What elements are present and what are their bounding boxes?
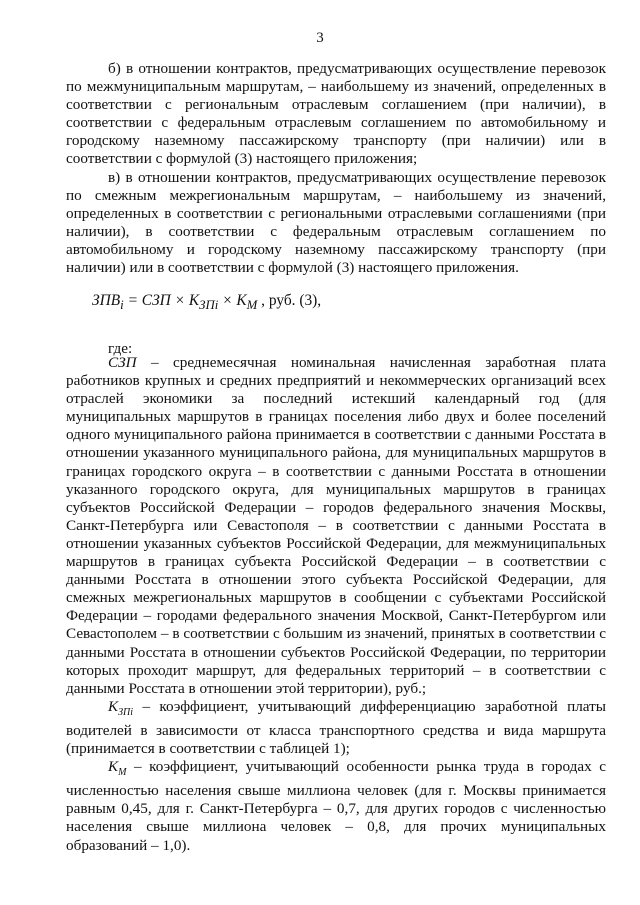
paragraph-v: в) в отношении контрактов, предусматривающих осуществление перевозок по смежным межрегиональным маршрутам, – наибольшему из значений, определенных в соответствии с региональными отраслевыми соглашениями (при наличии), в соответствии с федеральным отраслевым соглашением по автомобильному и городскому наземному пассажирскому транспорту (при наличии) или в соответствии с формулой (3) настоящего приложения. xyxy=(66,168,606,277)
intro-block xyxy=(66,60,606,277)
formula-lhs-sub: i xyxy=(120,298,124,313)
definition-km xyxy=(66,758,606,855)
formula-lhs: ЗПВ xyxy=(92,292,121,309)
definitions-block xyxy=(66,354,606,855)
formula-3 xyxy=(92,292,321,313)
definition-szp xyxy=(66,354,606,698)
formula-tail: , руб. (3), xyxy=(257,292,322,309)
paragraph-b: б) в отношении контрактов, предусматривающих осуществление перевозок по межмуниципальным маршрутам, – наибольшему из значений, определенных в соответствии с региональным отраслевым соглашением (при наличии), в соответствии с федеральным отраслевым соглашением по автомобильному и городскому наземному пассажирскому транспорту (при наличии) или в соответствии с формулой (3) настоящего приложения; xyxy=(66,60,606,168)
formula-eq: = СЗП × К xyxy=(123,292,200,309)
km-text: – коэффициент, учитывающий особенности рынка труда в городах с численностью населения свыше миллиона человек (для г. Москвы принимается равным 0,45, для г. Санкт-Петербурга – 0,7, для других городов с численностью населения свыше миллиона человек – 0,8, для прочих муниципальных образований – 1,0). xyxy=(66,758,606,854)
kzp-text: – коэффициент, учитывающий дифференциацию заработной платы водителей в зависимости от класса транспортного средства и вида маршрута (принимается в соответствии с таблицей 1); xyxy=(66,697,606,757)
szp-term: СЗП xyxy=(108,354,137,371)
definition-kzp xyxy=(66,698,606,758)
kzp-term: $К_{ЗПi}$ xyxy=(108,697,134,718)
formula-k1-sub: ЗПi xyxy=(199,298,219,313)
szp-text: – среднемесячная номинальная начисленная заработная плата работников крупных и средних предприятий и некоммерческих организаций всех отраслей экономики за последний истекший календарный год (для муниципальных маршрутов в границах поселения либо двух и более поселений одного муниципального района принимается в соответствии с данными Росстата в отношении указанного муниципального района, для муниципальных маршрутов в границах городского округа – в соответствии с данными Росстата в отношении указанного городского округа, для муниципальных маршрутов в границах субъектов Российской Федерации – городов федерального значения Москвы, Санкт-Петербурга или Севастополя – в соответствии с данными Росстата в отношении указанных субъектов Российской Федерации, для межмуниципальных маршрутов в границах субъекта Российской Федерации – в соответствии с данными Росстата в отношении этого субъекта Российской Федерации, для смежных межрегиональных маршрутов в сообщении с субъектами Российской Федерации – городами федерального значения Москвой, Санкт-Петербургом или Севастополем – в соответствии с большим из значений, принятых в соответствии с данными Росстата в отношении субъектов Российской Федерации, по территории которых проходит маршрут, для федеральных территорий – в соответствии с данными Росстата в отношении этой территории), руб.; xyxy=(66,354,606,697)
formula-k2-sub: М xyxy=(246,298,258,313)
formula-times: × К xyxy=(218,292,247,309)
page-number: 3 xyxy=(316,30,324,46)
km-term: $К_М$ xyxy=(108,758,127,779)
where-label: где: xyxy=(108,340,133,357)
